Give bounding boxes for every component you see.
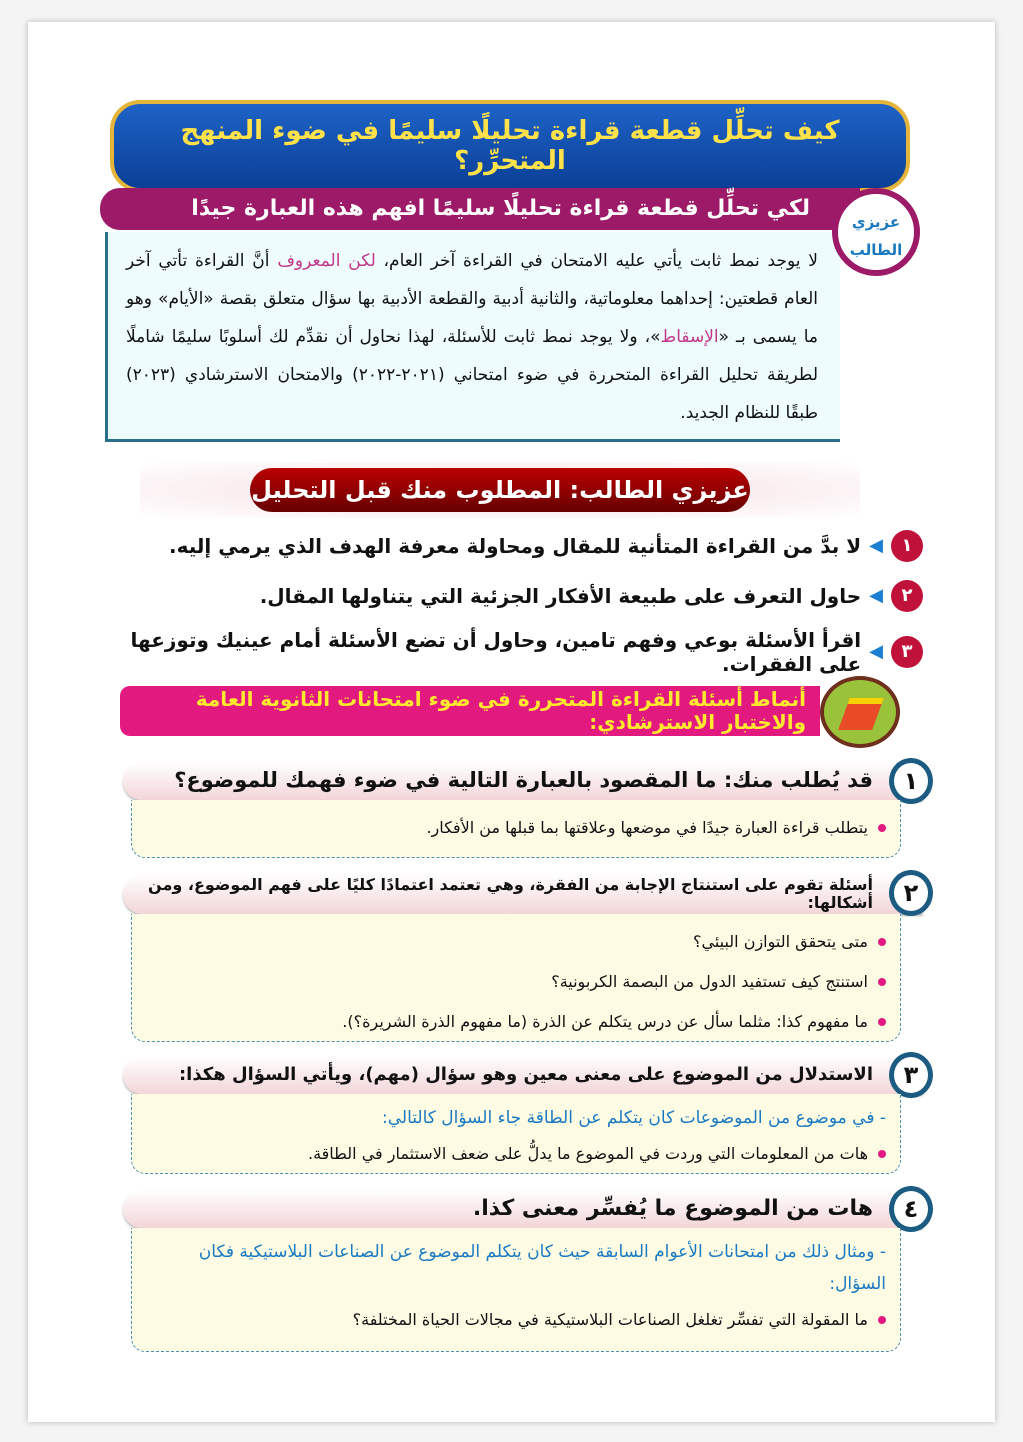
arrow-icon: ◀ (869, 535, 883, 556)
section-body: - في موضوع من الموضوعات كان يتكلم عن الطاقة جاء السؤال كالتالي: هات من المعلومات التي وردت في الموضوع ما يدلُّ على ضعف الاستثمار في الطاقة. (131, 1094, 901, 1174)
section-header: الاستدلال من الموضوع على معنى معين وهو سؤال (مهم)، ويأتي السؤال هكذا: ٣ (123, 1056, 923, 1094)
patterns-header: أنماط أسئلة القراءة المتحررة في ضوء امتحانات الثانوية العامة والاختبار الاسترشادي: (120, 686, 820, 736)
list-item: ٣ ◀ اقرأ الأسئلة بوعي وفهم تامين، وحاول أن تضع الأسئلة أمام عينيك وتوزعها على الفقرات. (93, 628, 923, 676)
section-body: يتطلب قراءة العبارة جيدًا في موضعها وعلاقتها بما قبلها من الأفكار. (131, 800, 901, 858)
list-item: ٢ ◀ حاول التعرف على طبيعة الأفكار الجزئية التي يتناولها المقال. (93, 580, 923, 612)
section-body: متى يتحقق التوازن البيئي؟ استنتج كيف تستفيد الدول من البصمة الكربونية؟ ما مفهوم كذا: مثلما سأل عن درس يتكلم عن الذرة (ما مفهوم الذرة الشريرة؟). (131, 914, 901, 1042)
required-header: عزيزي الطالب: المطلوب منك قبل التحليل (140, 462, 860, 518)
section-body: - ومثال ذلك من امتحانات الأعوام السابقة حيث كان يتكلم الموضوع عن الصناعات البلاستيكية فكان السؤال: ما المقولة التي تفسِّر تغلغل الصناعات البلاستيكية في مجالات الحياة المختلفة؟ (131, 1228, 901, 1352)
section-header: هات من الموضوع ما يُفسِّر معنى كذا. ٤ (123, 1190, 923, 1228)
section-header: قد يُطلب منك: ما المقصود بالعبارة التالية في ضوء فهمك للموضوع؟ ١ (123, 762, 923, 800)
page-title: كيف تحلِّل قطعة قراءة تحليلًا سليمًا في ضوء المنهج المتحرِّر؟ (110, 100, 910, 192)
book-icon (820, 676, 900, 748)
list-item: ١ ◀ لا بدَّ من القراءة المتأنية للمقال ومحاولة معرفة الهدف الذي يرمي إليه. (93, 530, 923, 562)
intro-paragraph: لا يوجد نمط ثابت يأتي عليه الامتحان في القراءة آخر العام، لكن المعروف أنَّ القراءة تأتي آخر العام قطعتين: إحداهما معلوماتية، والثانية أدبية والقطعة الأدبية بها سؤال متعلق بقصة «الأيام» وهو ما يسمى بـ «الإسقاط»، ولا يوجد نمط ثابت للأسئلة، لهذا نحاول أن نقدِّم لك أسلوبًا سليمًا شاملًا لطريقة تحليل القراءة المتحررة في ضوء امتحاني (٢٠٢١-٢٠٢٢) والامتحان الاسترشادي (٢٠٢٣) طبقًا للنظام الجديد. (105, 232, 840, 442)
arrow-icon: ◀ (869, 585, 883, 606)
student-badge: عزيزي الطالب (832, 188, 920, 276)
intro-header: لكي تحلِّل قطعة قراءة تحليلًا سليمًا افهم هذه العبارة جيدًا (100, 188, 860, 230)
section-header: أسئلة تقوم على استنتاج الإجابة من الفقرة، وهي تعتمد اعتمادًا كليًا على فهم الموضوع، ومن أشكالها: ٢ (123, 874, 923, 914)
arrow-icon: ◀ (869, 641, 883, 662)
